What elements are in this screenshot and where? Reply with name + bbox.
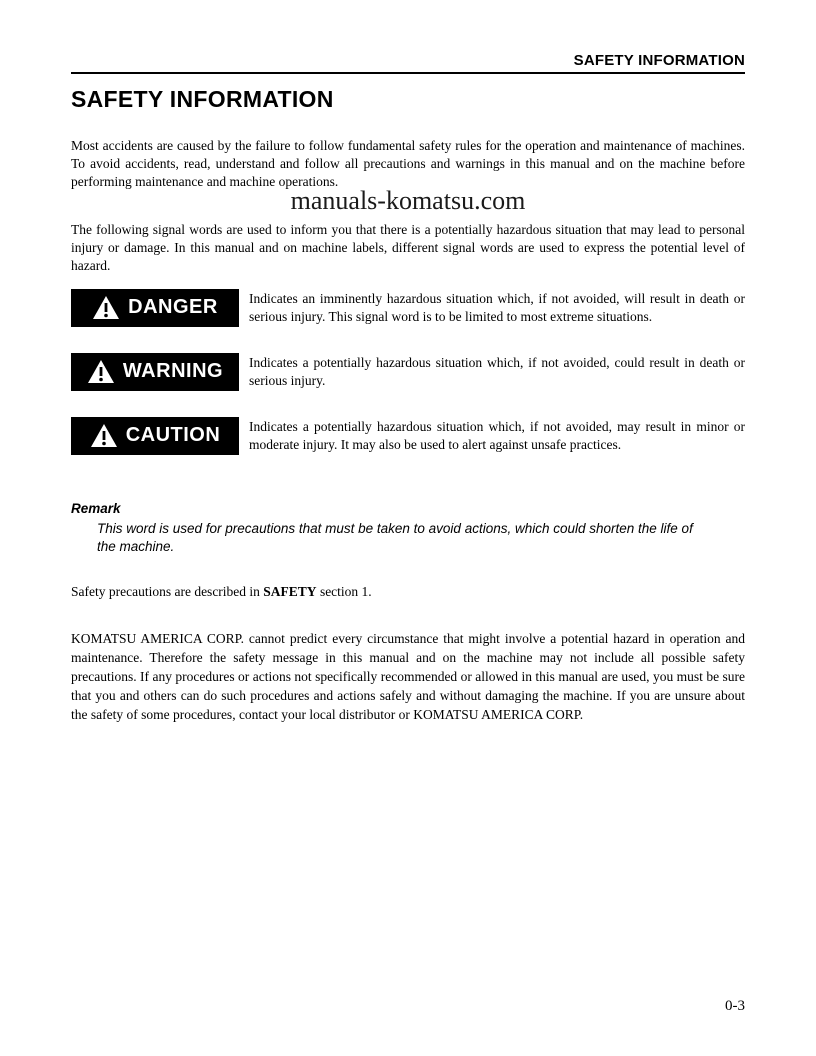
safety-section-note [71,584,745,600]
warning-triangle-icon [87,359,115,384]
warning-box [71,353,239,391]
danger-description: Indicates an imminently hazardous situation which, if not avoided, will result in death or serious injury. This signal word is to be limited to most extreme situations. [249,290,745,324]
caution-description: Indicates a potentially hazardous situation which, if not avoided, may result in minor or moderate injury. It may also be used to alert against unsafe practices. [249,418,745,452]
running-header: SAFETY INFORMATION [71,0,745,74]
danger-row [71,289,745,327]
remark-text: This word is used for precautions that must be taken to avoid actions, which could shorten the life of the machine. [97,520,693,554]
remark-title: Remark [71,500,121,516]
safety-note-suffix: section 1. [316,584,372,600]
page-title: SAFETY INFORMATION [71,86,334,112]
intro-paragraph: Most accidents are caused by the failure to follow fundamental safety rules for the operation and maintenance of machines. To avoid accidents, read, understand and follow all precautions and warnings in this manual and on the machine before performing maintenance and machine operations. [71,138,745,189]
danger-box [71,289,239,327]
warning-label: WARNING [122,360,224,383]
signal-words-paragraph: The following signal words are used to inform you that there is a potentially hazardous situation that may lead to personal injury or damage. In this manual and on machine labels, different signal words are used to express the potential level of hazard. [71,221,745,273]
warning-row [71,353,745,391]
safety-note-bold: SAFETY [263,584,317,600]
warning-description: Indicates a potentially hazardous situation which, if not avoided, could result in death or serious injury. [249,354,745,388]
document-page [71,0,745,725]
warning-triangle-icon [90,423,118,448]
safety-note-prefix: Safety precautions are described in [71,584,264,600]
caution-box [71,417,239,455]
page-number: 0-3 [725,998,745,1014]
danger-label: DANGER [128,296,218,319]
site-watermark: manuals-komatsu.com [290,186,526,215]
caution-label: CAUTION [125,424,221,447]
warning-triangle-icon [92,295,120,320]
caution-row [71,417,745,455]
remark-block [71,501,745,556]
disclaimer-paragraph: KOMATSU AMERICA CORP. cannot predict every circumstance that might involve a potential hazard in operation and maintenance. Therefore the safety message in this manual and on the machine may not include all possible safety precautions. If any procedures or actions not specifically recommended or allowed in this manual are used, you must be sure that you and others can do such procedures and actions safely and without damaging the machine. If you are unsure about the safety of some procedures, contact your local distributor or KOMATSU AMERICA CORP. [71,631,745,722]
